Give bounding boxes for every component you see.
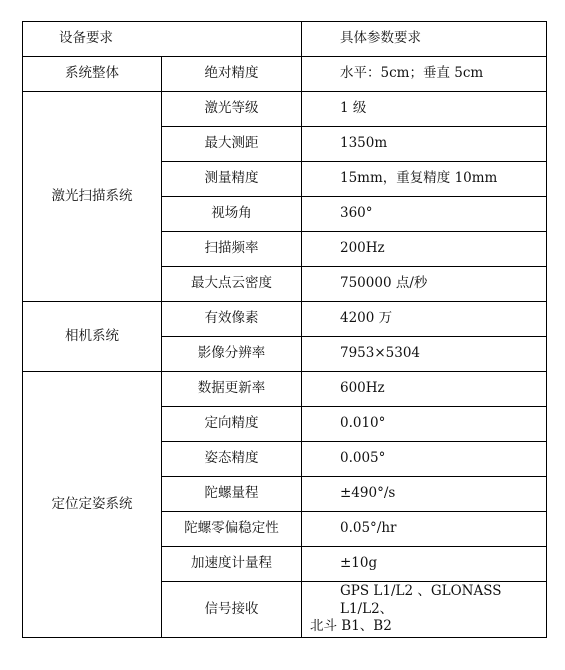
param-value: 0.010° (302, 407, 547, 442)
param-value-line: 北斗 B1、B2 (310, 618, 392, 635)
param-value: 200Hz (302, 232, 547, 267)
param-value: 750000 点/秒 (302, 267, 547, 302)
param-name: 激光等级 (162, 92, 302, 127)
param-name: 测量精度 (162, 162, 302, 197)
param-name: 陀螺零偏稳定性 (162, 512, 302, 547)
param-value: 1 级 (302, 92, 547, 127)
param-value: ±10g (302, 547, 547, 582)
group-label-system-overall: 系统整体 (23, 57, 162, 92)
table-row (23, 57, 547, 92)
param-name: 加速度计量程 (162, 547, 302, 582)
param-value: 水平：5cm；垂直 5cm (302, 57, 547, 92)
param-name: 定向精度 (162, 407, 302, 442)
param-value: 600Hz (302, 372, 547, 407)
param-name: 陀螺量程 (162, 477, 302, 512)
param-name: 视场角 (162, 197, 302, 232)
param-value: 1350m (302, 127, 547, 162)
param-value: 4200 万 (302, 302, 547, 337)
param-value: 0.05°/hr (302, 512, 547, 547)
param-value-line: GPS L1/L2 、GLONASS L1/L2、 (340, 583, 502, 617)
table-row (23, 302, 547, 337)
param-name: 信号接收 (162, 582, 302, 638)
group-label-camera: 相机系统 (23, 302, 162, 372)
table-row (23, 92, 547, 127)
spec-table (22, 21, 547, 638)
param-value: 15mm，重复精度 10mm (302, 162, 547, 197)
table-row (23, 372, 547, 407)
param-name: 绝对精度 (162, 57, 302, 92)
param-value-multiline (302, 582, 547, 638)
param-name: 姿态精度 (162, 442, 302, 477)
param-value: 0.005° (302, 442, 547, 477)
param-name: 最大测距 (162, 127, 302, 162)
header-equipment-requirements: 设备要求 (23, 22, 302, 57)
header-row (23, 22, 547, 57)
group-label-positioning-orientation: 定位定姿系统 (23, 372, 162, 638)
param-name: 扫描频率 (162, 232, 302, 267)
group-label-laser-scanning: 激光扫描系统 (23, 92, 162, 302)
param-name: 数据更新率 (162, 372, 302, 407)
param-value: ±490°/s (302, 477, 547, 512)
header-specific-parameters: 具体参数要求 (302, 22, 547, 57)
param-value: 7953×5304 (302, 337, 547, 372)
param-name: 影像分辨率 (162, 337, 302, 372)
param-value: 360° (302, 197, 547, 232)
param-name: 有效像素 (162, 302, 302, 337)
param-name: 最大点云密度 (162, 267, 302, 302)
